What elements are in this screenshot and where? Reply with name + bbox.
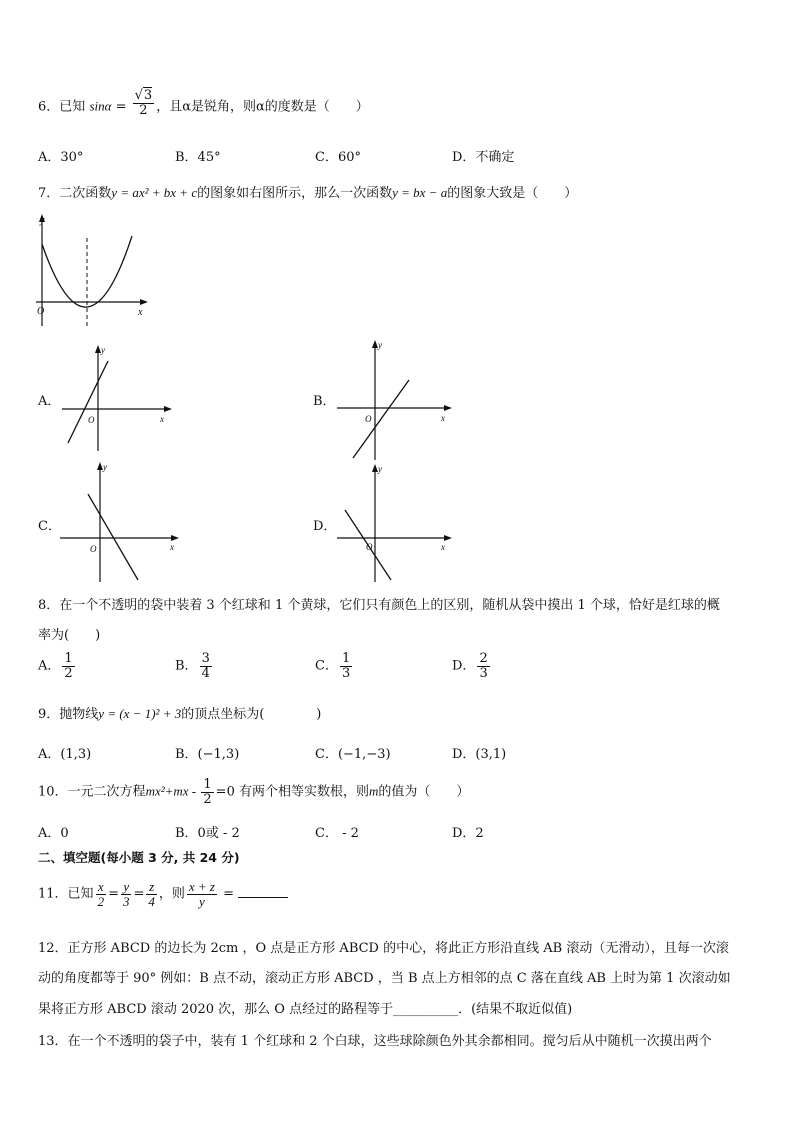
q13-line1: 13．在一个不透明的袋子中，装有 1 个红球和 2 个白球，这些球除颜色外其余都相同。搅匀后从中随机一次摸出两个 bbox=[38, 1034, 712, 1049]
svg-text:y: y bbox=[101, 345, 105, 355]
q7-option-d-label: D． bbox=[313, 519, 337, 534]
q7-option-c-graph bbox=[58, 460, 183, 584]
q8-stem-line2: 率为( ) bbox=[38, 628, 101, 643]
origin-label: O bbox=[37, 306, 45, 317]
q10-option-b: B．0或 - 2 bbox=[175, 826, 240, 841]
q7-option-b-label: B． bbox=[313, 394, 336, 409]
q10-option-d: D．2 bbox=[452, 826, 484, 841]
x-label: x bbox=[138, 307, 143, 318]
svg-text:x: x bbox=[170, 542, 174, 552]
svg-text:O: O bbox=[88, 415, 95, 425]
q10-option-c: C． - 2 bbox=[315, 826, 359, 841]
q9-option-a: A．(1,3) bbox=[38, 747, 92, 762]
q7-option-a-graph bbox=[60, 343, 175, 453]
q8-option-a: A． $\frac{1}{2}$ bbox=[38, 651, 73, 681]
q7-option-c-label: C． bbox=[38, 519, 61, 534]
q10-option-a: A．0 bbox=[38, 826, 69, 841]
q9-option-d: D．(3,1) bbox=[452, 747, 507, 762]
q11-answer-blank[interactable] bbox=[238, 897, 288, 898]
q6-stem: 6．已知 sinα = $\frac{√3}{2}$ ，且α是锐角，则α的度数是（ ） bbox=[38, 88, 369, 118]
q6-option-b: B．45° bbox=[175, 150, 221, 165]
q8-option-c: C． $\frac{1}{3}$ bbox=[315, 651, 351, 681]
svg-text:y: y bbox=[378, 340, 382, 350]
y-label: y bbox=[40, 215, 45, 226]
q8-option-d: D． $\frac{2}{3}$ bbox=[452, 651, 488, 681]
q7-stem: 7．二次函数y = ax² + bx + c的图象如右图所示，那么一次函数y = bx − a的图象大致是（ ） bbox=[38, 185, 578, 201]
q12-line2: 动的角度都等于 90° 例如：B 点不动，滚动正方形 ABCD ，当 B 点上方相邻的点 C 落在直线 AB 上时为第 1 次滚动如 bbox=[38, 971, 731, 986]
line-c bbox=[88, 494, 138, 580]
section-heading-fill-in: 二、填空题(每小题 3 分, 共 24 分) bbox=[38, 850, 240, 865]
q6-fraction: $\frac{√3}{2}$ bbox=[134, 88, 153, 118]
parabola-graph bbox=[34, 214, 154, 332]
q8-stem-line1: 8．在一个不透明的袋中装着 3 个红球和 1 个黄球，它们只有颜色上的区别，随机从袋中摸出 1 个球，恰好是红球的概 bbox=[38, 598, 720, 613]
q11-stem: 11．已知 $\frac{x}{2}$ = $\frac{y}{3}$ = $\frac{z}{4}$ ，则 $\frac{x + z}{y}$ = bbox=[38, 880, 288, 908]
q6-option-c: C．60° bbox=[315, 150, 361, 165]
line-a bbox=[68, 361, 108, 443]
svg-text:O: O bbox=[90, 544, 97, 554]
q12-line1: 12．正方形 ABCD 的边长为 2cm ，O 点是正方形 ABCD 的中心，将此正方形沿直线 AB 滚动（无滑动），且每一次滚 bbox=[38, 941, 729, 956]
q8-option-b: B． $\frac{3}{4}$ bbox=[175, 651, 210, 681]
svg-text:x: x bbox=[160, 414, 164, 424]
q9-option-b: B．(−1,3) bbox=[175, 747, 240, 762]
svg-text:y: y bbox=[103, 462, 107, 472]
q6-option-d: D．不确定 bbox=[452, 150, 515, 165]
q7-option-a-label: A． bbox=[38, 394, 61, 409]
svg-text:x: x bbox=[441, 413, 445, 423]
svg-text:O: O bbox=[365, 414, 372, 424]
q12-line3: 果将正方形 ABCD 滚动 2020 次，那么 O 点经过的路程等于__________．(结果不取近似值) bbox=[38, 1002, 573, 1017]
q7-option-b-graph bbox=[335, 338, 455, 463]
svg-text:y: y bbox=[378, 464, 382, 474]
svg-text:O: O bbox=[366, 542, 373, 552]
q9-option-c: C．(−1,−3) bbox=[315, 747, 391, 762]
q10-stem: 10．一元二次方程mx²+mx - $\frac{1}{2}$ =0 有两个相等实数根，则m的值为（ ） bbox=[38, 777, 470, 807]
svg-text:x: x bbox=[441, 542, 445, 552]
q7-option-d-graph bbox=[335, 462, 455, 584]
line-b bbox=[353, 380, 409, 458]
q9-stem: 9．抛物线y = (x − 1)² + 3的顶点坐标为( ) bbox=[38, 706, 322, 722]
q6-option-a: A．30° bbox=[38, 150, 84, 165]
